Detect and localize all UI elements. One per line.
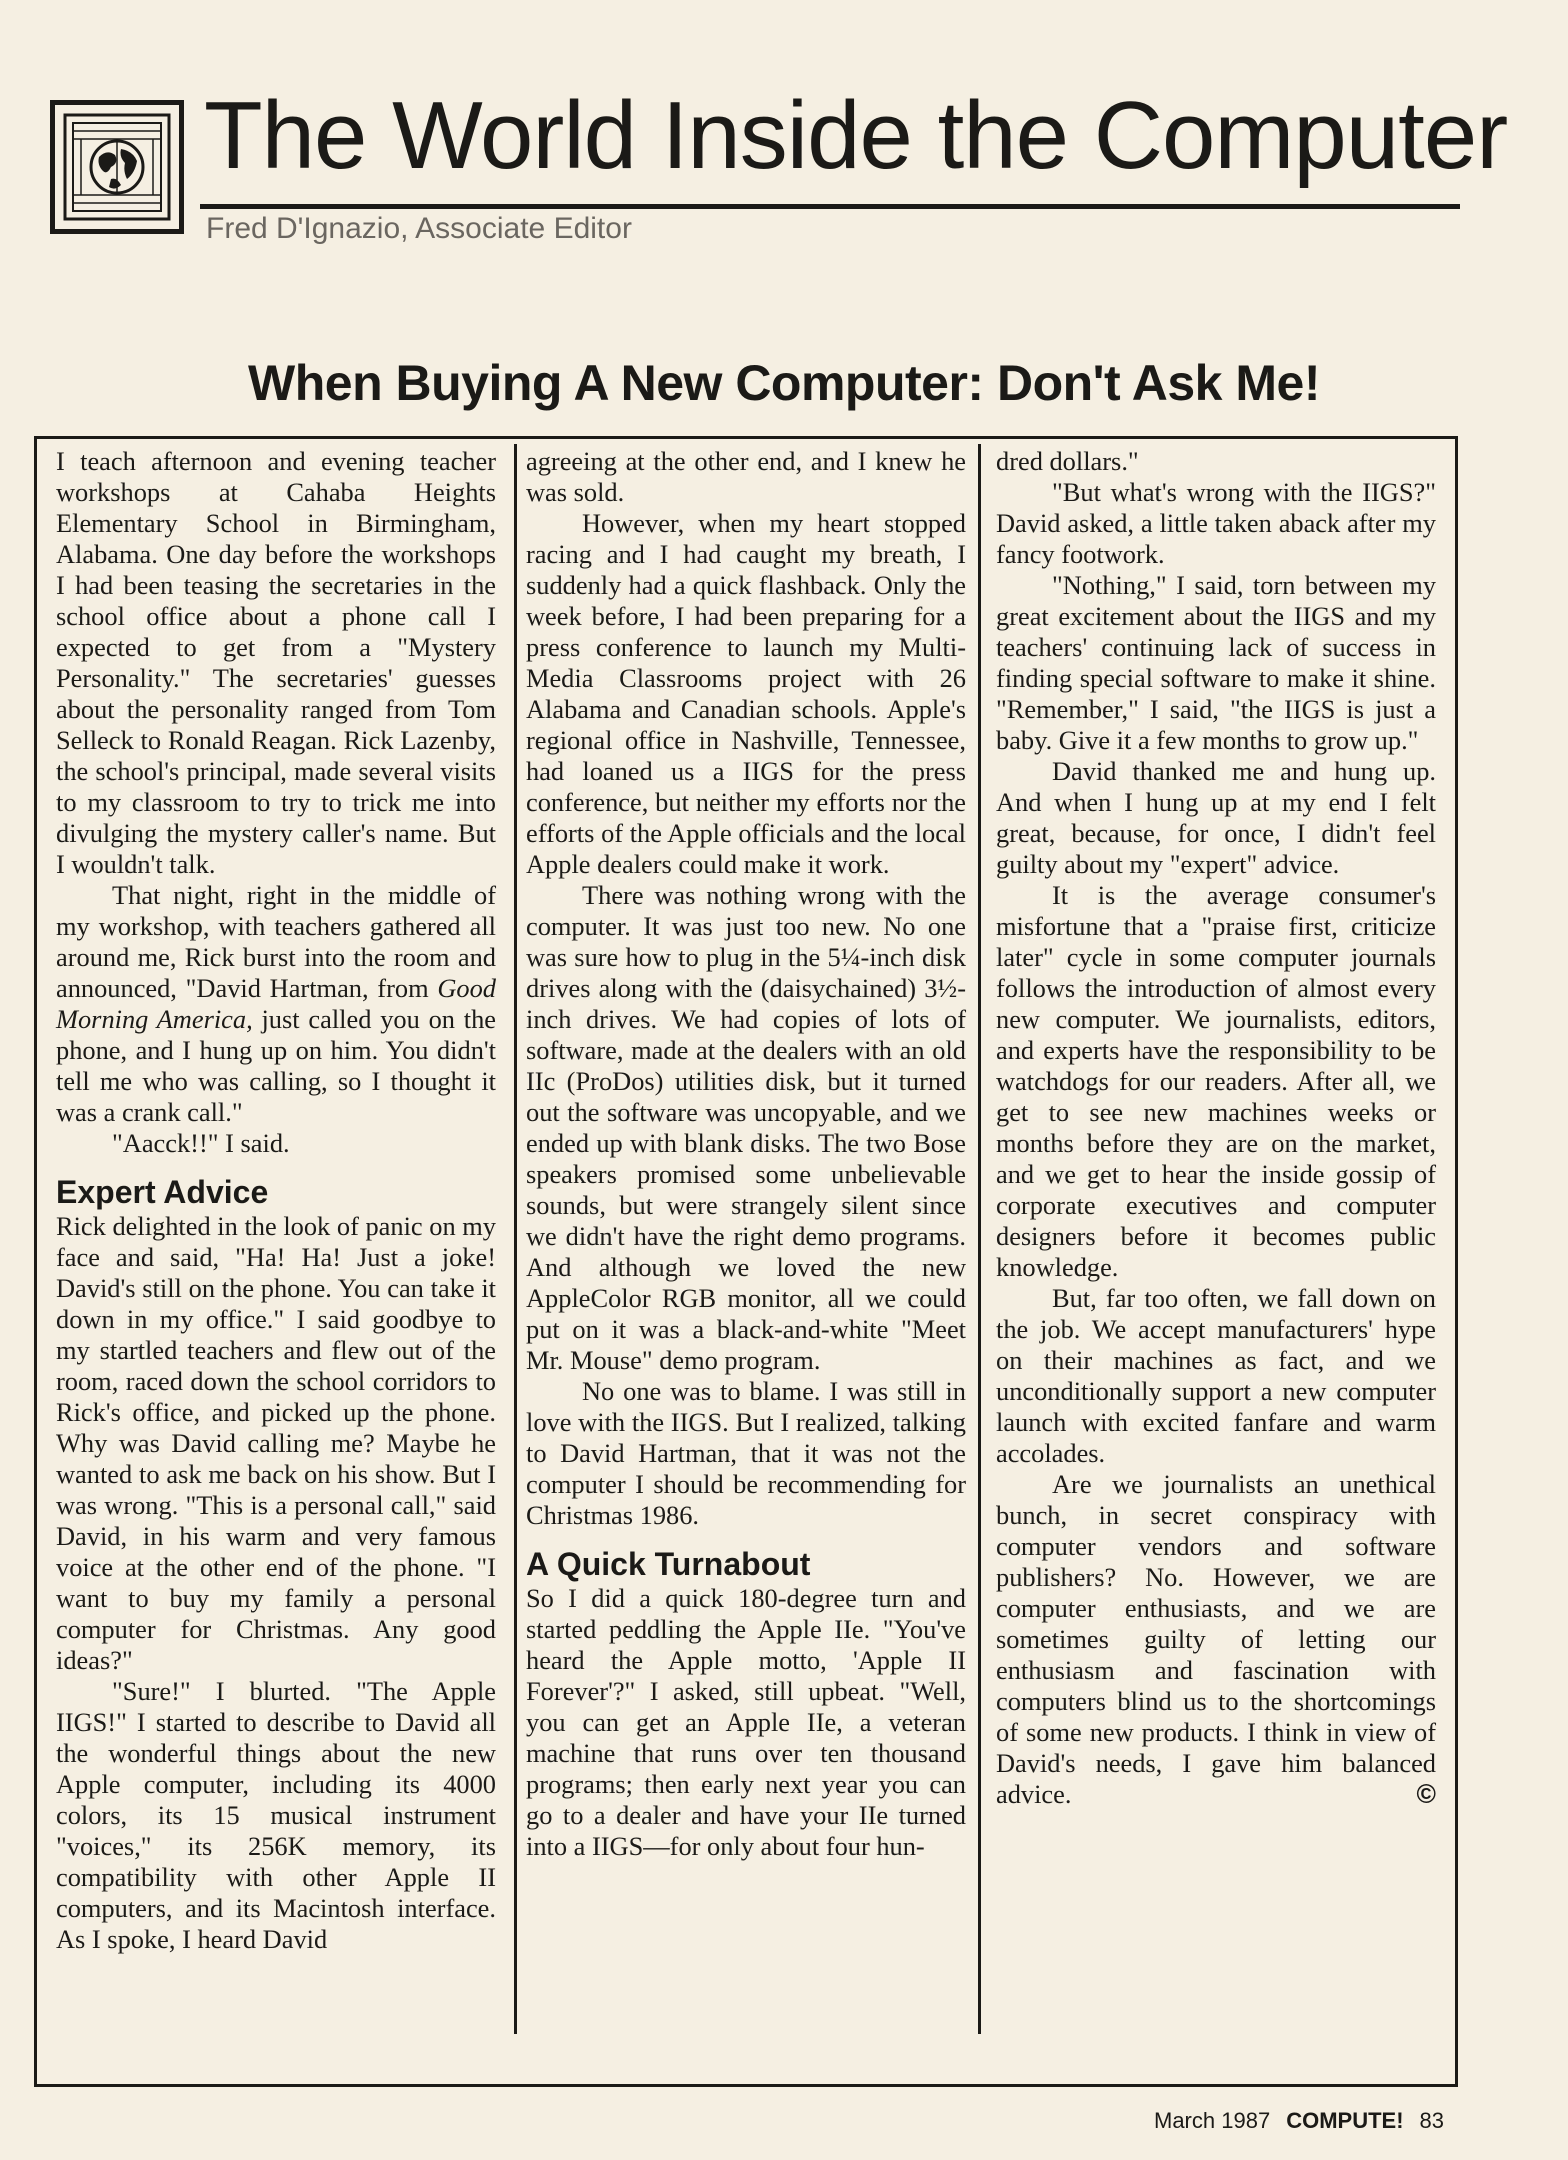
paragraph: "Sure!" I blurted. "The Apple IIGS!" I started to describe to David all the wonderful things about the new Apple computer, including its 4000 colors, its 15 musical instrument "voices," its 256K memory, its compatibility with other Apple II computers, and its Macintosh interface. As I spoke, I heard David <box>56 1676 496 1954</box>
paragraph: No one was to blame. I was still in love with the IIGS. But I realized, talking to David Hartman, that it was not the computer I should be recommending for Christmas 1986. <box>526 1376 966 1530</box>
paragraph: However, when my heart stopped racing and I had caught my breath, I suddenly had a quick flashback. Only the week before, I had been preparing for a press conference to launch my Multi-Media Classrooms project with 26 Alabama and Canadian schools. Apple's regional office in Nashville, Tennessee, had loaned us a IIGS for the press conference, but neither my efforts nor the efforts of the Apple officials and the local Apple dealers could make it work. <box>526 508 966 879</box>
paragraph: "Nothing," I said, torn between my great excitement about the IIGS and my teachers' continuing lack of success in finding special software to make it shine. "Remember," I said, "the IIGS is just a baby. Give it a few months to grow up." <box>996 570 1436 755</box>
paragraph-text: just called you on the phone, and I hung up on him. You didn't tell me who was calling, so I thought it was a crank call." <box>56 1004 496 1127</box>
paragraph <box>996 1469 1436 1810</box>
department-title: The World Inside the Computer <box>204 82 1508 189</box>
paragraph: But, far too often, we fall down on the job. We accept manufacturers' hype on their machines as fact, and we unconditionally support a new computer launch with excited fanfare and warm accolades. <box>996 1283 1436 1468</box>
department-logo <box>50 100 184 234</box>
article-column-3 <box>996 446 1436 1810</box>
column-divider <box>978 444 981 2034</box>
paragraph-text: Are we journalists an unethical bunch, in secret conspiracy with computer vendors and software publishers? No. However, we are computer enthusiasts, and we are sometimes guilty of letting our enthusiasm and fascination with computers blind us to the shortcomings of some new products. I think in view of David's needs, I gave him balanced advice. <box>996 1469 1436 1809</box>
magazine-name: COMPUTE! <box>1286 2108 1404 2133</box>
paragraph <box>56 880 496 1128</box>
paragraph: dred dollars." <box>996 446 1139 476</box>
paragraph: agreeing at the other end, and I knew he was sold. <box>526 446 966 507</box>
article-column-2 <box>526 446 966 1862</box>
article-column-1 <box>56 446 496 1955</box>
byline: Fred D'Ignazio, Associate Editor <box>206 212 632 245</box>
title-rule <box>200 204 1460 209</box>
paragraph: "Aacck!!" I said. <box>112 1128 290 1158</box>
paragraph: So I did a quick 180-degree turn and started peddling the Apple IIe. "You've heard the Apple motto, 'Apple II Forever'?" I asked, still upbeat. "Well, you can get an Apple IIe, a veteran machine that runs over ten thousand programs; then early next year you can go to a dealer and have your IIe turned into a IIGS—for only about four hun- <box>526 1583 966 1861</box>
globe-window-icon <box>63 113 171 221</box>
paragraph: "But what's wrong with the IIGS?" David asked, a little taken aback after my fancy footwork. <box>996 477 1436 569</box>
paragraph: David thanked me and hung up. And when I hung up at my end I felt great, because, for once, I didn't feel guilty about my "expert" advice. <box>996 756 1436 879</box>
page-footer <box>1154 2108 1444 2134</box>
paragraph: I teach afternoon and evening teacher workshops at Cahaba Heights Elementary School in Birmingham, Alabama. One day before the workshops I had been teasing the secretaries in the school office about a phone call I expected to get from a "Mystery Personality." The secretaries' guesses about the personality ranged from Tom Selleck to Ronald Reagan. Rick Lazenby, the school's principal, made several visits to my classroom to try to trick me into divulging the mystery caller's name. But I wouldn't talk. <box>56 446 496 879</box>
paragraph: There was nothing wrong with the computer. It was just too new. No one was sure how to plug in the 5¼-inch disk drives along with the (daisychained) 3½-inch drives. We had copies of lots of software, made at the dealers with an old IIc (ProDos) utilities disk, but it turned out the software was uncopyable, and we ended up with blank disks. The two Bose speakers promised some unbelievable sounds, but were strangely silent since we didn't have the right demo programs. And although we loved the new AppleColor RGB monitor, all we could put on it was a black-and-white "Meet Mr. Mouse" demo program. <box>526 880 966 1375</box>
article-headline: When Buying A New Computer: Don't Ask Me! <box>248 355 1320 411</box>
issue-date: March 1987 <box>1154 2108 1271 2133</box>
paragraph: It is the average consumer's misfortune that a "praise first, criticize later" cycle in some computer journals follows the introduction of almost every new computer. We journalists, editors, and experts have the responsibility to be watchdogs for our readers. After all, we get to see new machines weeks or months before they are on the market, and we get to hear the inside gossip of corporate executives and computer designers before it becomes public knowledge. <box>996 880 1436 1282</box>
show-title: Good Morning America, <box>56 973 496 1034</box>
end-mark: © <box>1416 1779 1436 1809</box>
paragraph: Rick delighted in the look of panic on my face and said, "Ha! Ha! Just a joke! David's still on the phone. You can take it down in my office." I said goodbye to my startled teachers and flew out of the room, raced down the school corridors to Rick's office, and picked up the phone. Why was David calling me? Maybe he wanted to ask me back on his show. But I was wrong. "This is a personal call," said David, in his warm and very famous voice at the other end of the phone. "I want to buy my family a personal computer for Christmas. Any good ideas?" <box>56 1211 496 1675</box>
paragraph-text: That night, right in the middle of my workshop, with teachers gathered all around me, Rick burst into the room and announced, "David Hartman, from <box>56 880 496 1003</box>
column-divider <box>514 444 517 2034</box>
subhead-expert-advice: Expert Advice <box>56 1174 269 1210</box>
subhead-quick-turnabout: A Quick Turnabout <box>526 1546 811 1582</box>
page-number: 83 <box>1419 2108 1444 2133</box>
